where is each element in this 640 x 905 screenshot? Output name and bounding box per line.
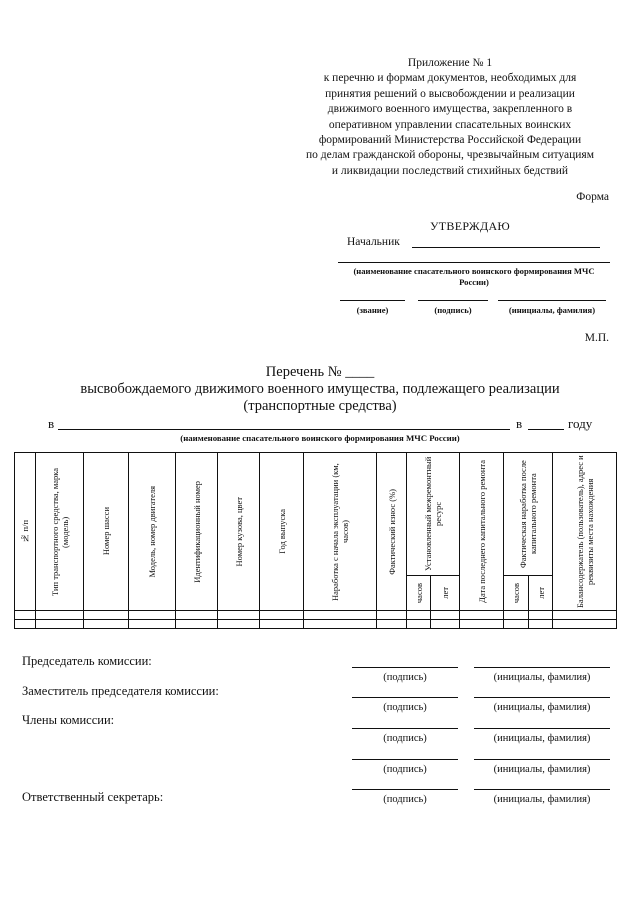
table-cell[interactable] [84, 611, 129, 620]
table-cell[interactable] [260, 620, 304, 629]
unit-name-field[interactable] [58, 429, 510, 430]
chief-label: Начальник [347, 236, 400, 248]
name-caption: (инициалы, фамилия) [493, 794, 591, 805]
year-field[interactable] [528, 429, 564, 430]
signature-caption: (подпись) [383, 733, 427, 744]
header-cell [460, 453, 504, 611]
header-label: Модель, номер двигателя [147, 485, 157, 578]
signature-caption: (подпись) [434, 305, 472, 315]
table-cell[interactable] [260, 611, 304, 620]
table-cell[interactable] [431, 620, 460, 629]
members-label: Члены комиссии: [22, 713, 115, 727]
vehicle-grid [14, 452, 617, 629]
table-cell[interactable] [176, 620, 218, 629]
header-cell [407, 453, 460, 576]
appendix-line: по делам гражданской обороны, чрезвычайным ситуациям [306, 149, 594, 162]
rank-line[interactable] [340, 300, 405, 301]
name-caption: (инициалы, фамилия) [508, 305, 596, 315]
table-cell[interactable] [377, 611, 407, 620]
subheader-cell [407, 576, 431, 611]
header-label: Дата последнего капитального ремонта [476, 460, 487, 603]
table-cell[interactable] [304, 611, 377, 620]
document-subtitle: высвобождаемого движимого военного имущества, подлежащего реализации [80, 381, 560, 397]
header-cell [504, 453, 553, 576]
table-cell[interactable] [529, 620, 553, 629]
header-label: Номер кузова, цвет [233, 496, 244, 567]
table-cell[interactable] [529, 611, 553, 620]
table-cell[interactable] [129, 620, 176, 629]
header-cell [304, 453, 377, 611]
chairman-signature-line[interactable] [352, 667, 458, 668]
header-label: Фактическая наработка после капитального ремонта [518, 460, 538, 568]
header-label: Балансодержатель (пользователь), адрес и реквизиты места нахождения [574, 455, 595, 608]
header-label: Номер шасси [101, 507, 111, 556]
appendix-block [270, 56, 630, 179]
table-cell[interactable] [36, 611, 84, 620]
subheader-label: часов [511, 582, 521, 604]
header-cell [260, 453, 304, 611]
rank-caption: (звание) [356, 305, 389, 315]
table-cell[interactable] [553, 620, 617, 629]
deputy-label: Заместитель председателя комиссии: [22, 684, 219, 698]
stamp-label: М.П. [584, 332, 609, 344]
name-caption: (инициалы, фамилия) [493, 764, 591, 775]
chairman-label: Председатель комиссии: [22, 654, 152, 668]
name-line[interactable] [498, 300, 606, 301]
chairman-name-line[interactable] [474, 667, 610, 668]
table-cell[interactable] [504, 620, 529, 629]
secretary-signature-line[interactable] [352, 789, 458, 790]
table-cell[interactable] [218, 620, 260, 629]
document-title: Перечень № ____ [265, 364, 375, 380]
form-label: Форма [576, 191, 609, 203]
secretary-label: Ответственный секретарь: [22, 790, 164, 804]
document-subtitle-category: (транспортные средства) [243, 398, 397, 414]
subheader-label: лет [535, 587, 546, 599]
deputy-signature-line[interactable] [352, 697, 458, 698]
header-cell [36, 453, 84, 611]
deputy-name-line[interactable] [474, 697, 610, 698]
subheader-cell [504, 576, 529, 611]
table-cell[interactable] [129, 611, 176, 620]
table-cell[interactable] [553, 611, 617, 620]
subheader-cell [529, 576, 553, 611]
unit-name-line[interactable] [338, 262, 610, 263]
table-row [15, 611, 617, 620]
table-cell[interactable] [460, 611, 504, 620]
header-cell [84, 453, 129, 611]
table-cell[interactable] [377, 620, 407, 629]
appendix-line: и ликвидации последствий стихийных бедствий [331, 164, 569, 177]
appendix-line: формирований Министерства Российской Федерации [318, 134, 582, 147]
table-cell[interactable] [431, 611, 460, 620]
header-cell [129, 453, 176, 611]
table-cell[interactable] [218, 611, 260, 620]
signature-caption: (подпись) [383, 702, 427, 713]
table-cell[interactable] [407, 611, 431, 620]
appendix-line: к перечню и формам документов, необходимых для [323, 72, 577, 85]
subheader-label: лет [440, 587, 450, 599]
header-cell [176, 453, 218, 611]
signature-line[interactable] [418, 300, 488, 301]
table-cell[interactable] [176, 611, 218, 620]
signature-caption: (подпись) [383, 764, 427, 775]
appendix-line: принятия решений о высвобождении и реализации [325, 87, 575, 100]
table-cell[interactable] [36, 620, 84, 629]
approval-title: УТВЕРЖДАЮ [430, 219, 511, 233]
header-cell [218, 453, 260, 611]
appendix-line: движимого военного имущества, закрепленного в [327, 103, 573, 116]
table-cell[interactable] [15, 620, 36, 629]
unit-caption: (наименование спасательного воинского формирования МЧС России) [353, 266, 595, 287]
table-cell[interactable] [84, 620, 129, 629]
table-cell[interactable] [15, 611, 36, 620]
table-cell[interactable] [407, 620, 431, 629]
header-label: № п/п [20, 519, 30, 544]
subheader-cell [431, 576, 460, 611]
chief-name-line[interactable] [412, 247, 600, 248]
member-signature-line[interactable] [352, 759, 458, 760]
in-label-2: в [516, 416, 523, 431]
header-label: Идентификационный номер [191, 480, 202, 583]
header-label: Год выпуска [276, 509, 287, 554]
member-name-line[interactable] [474, 728, 610, 729]
header-label: Наработка с начала эксплуатации (км, часов) [330, 462, 350, 601]
table-cell[interactable] [460, 620, 504, 629]
header-label: Фактический износ (%) [386, 488, 397, 575]
table-row [15, 620, 617, 629]
header-label: Установленный межремонтный ресурс [423, 456, 443, 572]
name-caption: (инициалы, фамилия) [493, 702, 591, 713]
table-cell[interactable] [304, 620, 377, 629]
appendix-line: Приложение № 1 [407, 57, 493, 69]
year-label: году [568, 416, 593, 431]
subheader-label: часов [413, 582, 424, 604]
member-name-line[interactable] [474, 759, 610, 760]
table-cell[interactable] [504, 611, 529, 620]
header-cell [553, 453, 617, 611]
appendix-line: оперативном управлении спасательных воинских [328, 118, 572, 131]
header-cell [15, 453, 36, 611]
in-label: в [48, 416, 55, 431]
header-cell [377, 453, 407, 611]
header-label: Тип транспортного средства, марка (модель) [49, 467, 70, 596]
vehicle-table [14, 452, 617, 629]
signature-caption: (подпись) [383, 672, 427, 683]
member-signature-line[interactable] [352, 728, 458, 729]
unit-name-caption: (наименование спасательного воинского формирования МЧС России) [180, 433, 460, 443]
signature-caption: (подпись) [383, 794, 427, 805]
name-caption: (инициалы, фамилия) [493, 672, 591, 683]
name-caption: (инициалы, фамилия) [493, 733, 591, 744]
secretary-name-line[interactable] [474, 789, 610, 790]
